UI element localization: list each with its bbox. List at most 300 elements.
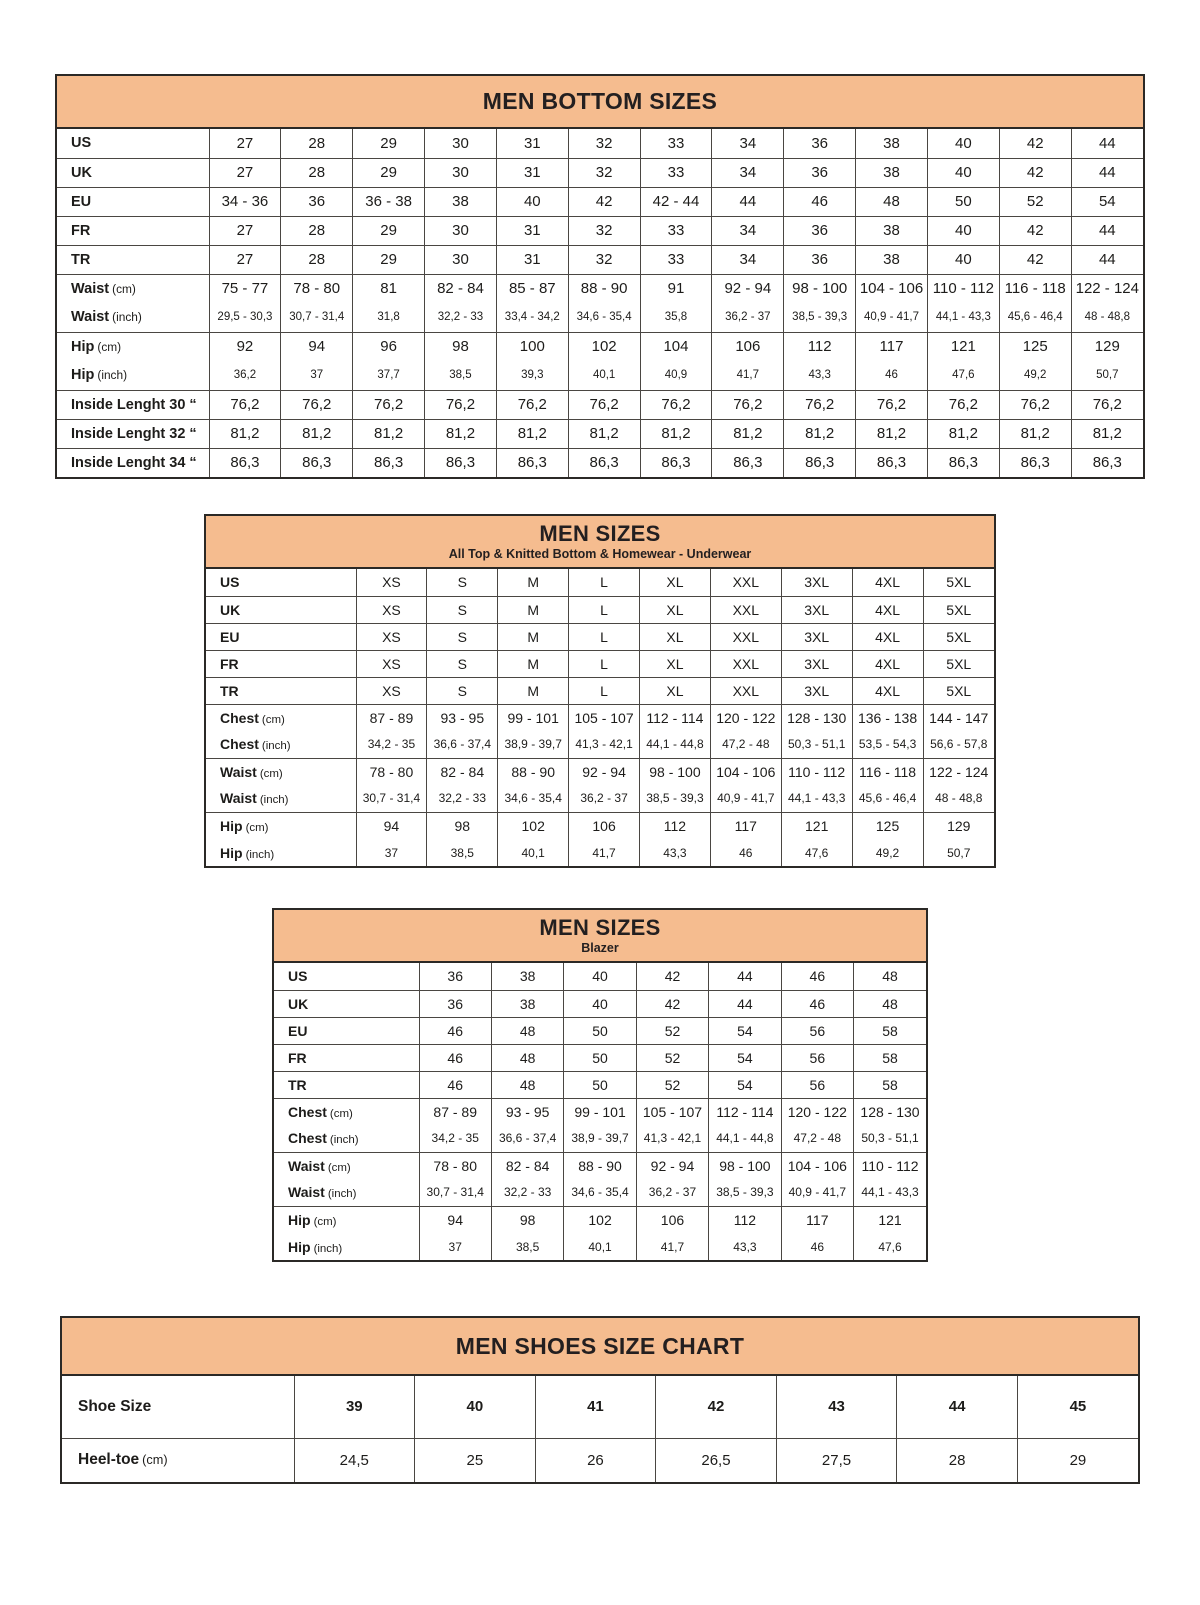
- size-cell: 31: [496, 245, 568, 274]
- size-cell: 27: [209, 129, 281, 158]
- table-row: [57, 187, 1143, 216]
- size-cell: 136 - 138: [852, 704, 923, 731]
- size-cell: 94: [419, 1206, 491, 1233]
- size-cell: 44: [709, 963, 781, 990]
- size-cell: 35,8: [640, 303, 712, 332]
- size-cell: 50: [564, 1071, 636, 1098]
- size-cell: 98: [491, 1206, 563, 1233]
- size-cell: 86,3: [712, 448, 784, 477]
- size-cell: 125: [852, 812, 923, 839]
- size-cell: 38: [856, 129, 928, 158]
- row-label: [62, 1438, 294, 1482]
- size-cell: 40,1: [498, 839, 569, 866]
- size-cell: 93 - 95: [427, 704, 498, 731]
- row-label-unit: (cm): [329, 1107, 353, 1120]
- size-cell: 34: [712, 245, 784, 274]
- size-cell: 42: [636, 990, 708, 1017]
- size-cell: 52: [636, 1044, 708, 1071]
- size-cell: 92: [209, 332, 281, 361]
- size-cell: 38,5: [491, 1233, 563, 1260]
- size-cell: 31: [496, 158, 568, 187]
- size-cell: 102: [498, 812, 569, 839]
- size-cell: 81,2: [281, 419, 353, 448]
- row-label-unit: (cm): [97, 339, 122, 354]
- size-cell: 76,2: [209, 390, 281, 419]
- size-cell: 3XL: [781, 569, 852, 596]
- row-label-text: Waist: [288, 1184, 325, 1201]
- size-cell: 129: [1071, 332, 1143, 361]
- row-label: [57, 187, 209, 216]
- size-cell: 86,3: [568, 448, 640, 477]
- size-cell: S: [427, 677, 498, 704]
- men-bottom-sizes-table: [55, 74, 1145, 479]
- size-cell: 40,9 - 41,7: [856, 303, 928, 332]
- size-cell: 28: [281, 216, 353, 245]
- size-cell: 36: [281, 187, 353, 216]
- row-label-text: Hip: [71, 367, 95, 384]
- size-cell: 4XL: [852, 677, 923, 704]
- table-row: [57, 158, 1143, 187]
- row-label: [274, 990, 419, 1017]
- row-label-unit: (inch): [245, 848, 275, 861]
- row-label: [274, 1179, 419, 1206]
- row-label-unit: (inch): [261, 740, 291, 753]
- size-cell: 112: [640, 812, 711, 839]
- row-label: [206, 704, 356, 731]
- size-cell: 96: [353, 332, 425, 361]
- size-cell: 81,2: [568, 419, 640, 448]
- size-cell: 40: [927, 129, 999, 158]
- size-cell: L: [569, 596, 640, 623]
- size-cell: 38: [491, 963, 563, 990]
- size-cell: 32,2 - 33: [427, 785, 498, 812]
- row-label-unit: (inch): [259, 794, 289, 807]
- size-cell: 37: [281, 361, 353, 390]
- table-title: MEN SIZES: [539, 915, 661, 941]
- size-cell: 94: [356, 812, 427, 839]
- row-label: [206, 785, 356, 812]
- size-cell: 47,2 - 48: [710, 731, 781, 758]
- table-row: [206, 650, 994, 677]
- size-cell: 46: [781, 963, 853, 990]
- size-cell: 26: [535, 1438, 656, 1482]
- row-label-text: US: [220, 574, 240, 591]
- row-label: [274, 1017, 419, 1044]
- size-cell: 33,4 - 34,2: [496, 303, 568, 332]
- size-cell: 98 - 100: [709, 1152, 781, 1179]
- size-cell: 44: [1071, 158, 1143, 187]
- size-cell: 86,3: [927, 448, 999, 477]
- size-cell: 106: [569, 812, 640, 839]
- table-row: [57, 361, 1143, 390]
- size-cell: 30,7 - 31,4: [419, 1179, 491, 1206]
- size-cell: 50,3 - 51,1: [854, 1125, 926, 1152]
- size-cell: 40: [496, 187, 568, 216]
- size-cell: 27,5: [776, 1438, 897, 1482]
- size-cell: 4XL: [852, 596, 923, 623]
- size-cell: 34,6 - 35,4: [564, 1179, 636, 1206]
- row-label-text: UK: [288, 995, 309, 1012]
- size-cell: 29: [353, 245, 425, 274]
- size-cell: 44: [1071, 245, 1143, 274]
- size-cell: 86,3: [640, 448, 712, 477]
- size-cell: M: [498, 677, 569, 704]
- size-cell: 81,2: [712, 419, 784, 448]
- size-cell: 44,1 - 44,8: [709, 1125, 781, 1152]
- size-cell: 36,6 - 37,4: [491, 1125, 563, 1152]
- size-cell: 121: [781, 812, 852, 839]
- row-label: [274, 1206, 419, 1233]
- size-cell: 76,2: [353, 390, 425, 419]
- size-cell: 128 - 130: [781, 704, 852, 731]
- row-label-unit: (inch): [97, 368, 128, 383]
- size-cell: XL: [640, 596, 711, 623]
- size-cell: 75 - 77: [209, 274, 281, 303]
- size-cell: L: [569, 677, 640, 704]
- size-cell: 81,2: [425, 419, 497, 448]
- size-cell: 87 - 89: [419, 1098, 491, 1125]
- table-row: [206, 785, 994, 812]
- size-cell: 86,3: [209, 448, 281, 477]
- row-label-text: FR: [288, 1049, 307, 1066]
- size-cell: 5XL: [923, 596, 994, 623]
- size-cell: 34,2 - 35: [419, 1125, 491, 1152]
- size-cell: 42: [656, 1376, 777, 1438]
- size-cell: 41,7: [636, 1233, 708, 1260]
- row-label: [57, 448, 209, 477]
- size-cell: 30: [425, 216, 497, 245]
- size-cell: 45,6 - 46,4: [852, 785, 923, 812]
- row-label: [57, 216, 209, 245]
- size-cell: 40: [564, 963, 636, 990]
- size-cell: L: [569, 650, 640, 677]
- size-cell: 117: [781, 1206, 853, 1233]
- size-cell: 104 - 106: [710, 758, 781, 785]
- size-cell: S: [427, 569, 498, 596]
- row-label: [206, 677, 356, 704]
- size-cell: 31: [496, 129, 568, 158]
- size-cell: 34,6 - 35,4: [568, 303, 640, 332]
- size-cell: 42 - 44: [640, 187, 712, 216]
- size-cell: 116 - 118: [852, 758, 923, 785]
- size-cell: 46: [781, 1233, 853, 1260]
- size-cell: M: [498, 623, 569, 650]
- row-label: [274, 1125, 419, 1152]
- size-cell: 48 - 48,8: [1071, 303, 1143, 332]
- table-row: [274, 1017, 926, 1044]
- size-cell: 45: [1017, 1376, 1138, 1438]
- size-cell: XS: [356, 623, 427, 650]
- table-row: [206, 623, 994, 650]
- size-cell: 86,3: [496, 448, 568, 477]
- size-cell: 43,3: [784, 361, 856, 390]
- row-label: [274, 1071, 419, 1098]
- row-label: [274, 1098, 419, 1125]
- row-label-unit: (inch): [112, 310, 142, 325]
- size-cell: 30: [425, 158, 497, 187]
- size-cell: 47,6: [781, 839, 852, 866]
- size-cell: 110 - 112: [927, 274, 999, 303]
- size-cell: S: [427, 623, 498, 650]
- row-label-text: Hip: [288, 1238, 311, 1255]
- row-label-text: UK: [71, 164, 92, 181]
- size-cell: 78 - 80: [281, 274, 353, 303]
- size-cell: 38,9 - 39,7: [498, 731, 569, 758]
- table-row: [62, 1438, 1138, 1482]
- size-cell: 42: [999, 245, 1071, 274]
- size-cell: 33: [640, 158, 712, 187]
- size-cell: 50,7: [923, 839, 994, 866]
- size-cell: 76,2: [784, 390, 856, 419]
- size-cell: 41,3 - 42,1: [636, 1125, 708, 1152]
- table-row: [206, 812, 994, 839]
- size-cell: 36: [784, 158, 856, 187]
- size-cell: 50: [564, 1017, 636, 1044]
- size-cell: L: [569, 569, 640, 596]
- size-cell: 88 - 90: [568, 274, 640, 303]
- row-label: [274, 963, 419, 990]
- table-row: [274, 1179, 926, 1206]
- size-cell: 40: [927, 216, 999, 245]
- size-cell: 78 - 80: [419, 1152, 491, 1179]
- row-label-text: Chest: [288, 1130, 327, 1147]
- size-cell: 38,5 - 39,3: [784, 303, 856, 332]
- size-cell: XS: [356, 677, 427, 704]
- size-cell: S: [427, 650, 498, 677]
- row-label-text: Shoe Size: [78, 1397, 152, 1415]
- table-row: [206, 758, 994, 785]
- row-label: [206, 650, 356, 677]
- row-label: [57, 274, 209, 303]
- size-cell: 29: [353, 216, 425, 245]
- size-cell: 38: [491, 990, 563, 1017]
- size-cell: 98 - 100: [784, 274, 856, 303]
- size-cell: XL: [640, 623, 711, 650]
- men-blazer-sizes-table: [272, 908, 928, 1262]
- size-cell: M: [498, 650, 569, 677]
- size-cell: 40: [415, 1376, 536, 1438]
- size-cell: 54: [709, 1071, 781, 1098]
- size-cell: 56,6 - 57,8: [923, 731, 994, 758]
- size-cell: 4XL: [852, 569, 923, 596]
- size-cell: 41,3 - 42,1: [569, 731, 640, 758]
- size-cell: 81,2: [927, 419, 999, 448]
- size-cell: 48: [491, 1017, 563, 1044]
- size-cell: 128 - 130: [854, 1098, 926, 1125]
- row-label-text: Chest: [220, 736, 259, 753]
- size-cell: 38,5 - 39,3: [709, 1179, 781, 1206]
- table-row: [274, 1098, 926, 1125]
- size-cell: 85 - 87: [496, 274, 568, 303]
- size-cell: 43,3: [640, 839, 711, 866]
- size-cell: 27: [209, 158, 281, 187]
- size-cell: 42: [999, 216, 1071, 245]
- size-cell: 44: [712, 187, 784, 216]
- size-cell: 34,6 - 35,4: [498, 785, 569, 812]
- size-cell: 112: [784, 332, 856, 361]
- row-label-text: EU: [71, 193, 92, 210]
- size-cell: 117: [710, 812, 781, 839]
- size-cell: 48: [491, 1044, 563, 1071]
- size-cell: 121: [927, 332, 999, 361]
- table-title-band: [57, 76, 1143, 129]
- size-cell: 106: [636, 1206, 708, 1233]
- size-cell: 102: [568, 332, 640, 361]
- size-cell: 29: [353, 129, 425, 158]
- table-row: [57, 448, 1143, 477]
- size-cell: 48: [491, 1071, 563, 1098]
- size-cell: 40,9: [640, 361, 712, 390]
- size-cell: 88 - 90: [564, 1152, 636, 1179]
- size-cell: 30,7 - 31,4: [356, 785, 427, 812]
- size-cell: L: [569, 623, 640, 650]
- table-row: [274, 1152, 926, 1179]
- size-cell: 47,6: [927, 361, 999, 390]
- size-cell: 38,5: [427, 839, 498, 866]
- size-cell: 37: [419, 1233, 491, 1260]
- size-cell: 76,2: [1071, 390, 1143, 419]
- size-cell: 44: [897, 1376, 1018, 1438]
- row-label-text: Hip: [220, 844, 243, 861]
- size-cell: 106: [712, 332, 784, 361]
- table-title: MEN SIZES: [539, 521, 661, 547]
- size-cell: 24,5: [294, 1438, 415, 1482]
- table-title-band: [206, 516, 994, 569]
- size-cell: 46: [856, 361, 928, 390]
- size-cell: 144 - 147: [923, 704, 994, 731]
- size-cell: 30: [425, 245, 497, 274]
- size-cell: 82 - 84: [425, 274, 497, 303]
- row-label: [57, 332, 209, 361]
- row-label: [206, 839, 356, 866]
- size-cell: 104 - 106: [856, 274, 928, 303]
- size-cell: 81,2: [1071, 419, 1143, 448]
- size-cell: 81,2: [496, 419, 568, 448]
- size-cell: M: [498, 569, 569, 596]
- size-cell: 5XL: [923, 677, 994, 704]
- table-row: [206, 731, 994, 758]
- size-cell: 41,7: [569, 839, 640, 866]
- size-cell: 31,8: [353, 303, 425, 332]
- table-row: [206, 839, 994, 866]
- size-cell: XXL: [710, 596, 781, 623]
- men-top-sizes-table: [204, 514, 996, 868]
- size-cell: 45,6 - 46,4: [999, 303, 1071, 332]
- size-cell: 54: [1071, 187, 1143, 216]
- size-cell: 120 - 122: [781, 1098, 853, 1125]
- size-cell: 5XL: [923, 623, 994, 650]
- size-cell: XS: [356, 596, 427, 623]
- size-cell: 3XL: [781, 596, 852, 623]
- size-grid: [274, 963, 926, 1260]
- table-row: [57, 274, 1143, 303]
- size-cell: 44,1 - 43,3: [927, 303, 999, 332]
- size-cell: 33: [640, 129, 712, 158]
- row-label-text: Waist: [71, 280, 110, 297]
- size-cell: 125: [999, 332, 1071, 361]
- row-label-text: Waist: [71, 309, 110, 326]
- size-cell: 43: [776, 1376, 897, 1438]
- size-cell: 34: [712, 158, 784, 187]
- size-cell: 37,7: [353, 361, 425, 390]
- size-cell: 42: [568, 187, 640, 216]
- size-cell: 86,3: [784, 448, 856, 477]
- size-cell: XL: [640, 650, 711, 677]
- row-label: [274, 1152, 419, 1179]
- size-cell: 81,2: [784, 419, 856, 448]
- row-label-text: TR: [71, 251, 91, 268]
- size-cell: 5XL: [923, 650, 994, 677]
- size-cell: 46: [419, 1044, 491, 1071]
- row-label: [57, 129, 209, 158]
- size-cell: 40,9 - 41,7: [710, 785, 781, 812]
- size-cell: 42: [999, 158, 1071, 187]
- size-cell: 52: [636, 1017, 708, 1044]
- table-row: [274, 1233, 926, 1260]
- size-cell: 112 - 114: [640, 704, 711, 731]
- size-cell: 100: [496, 332, 568, 361]
- row-label-unit: (inch): [313, 1242, 343, 1255]
- size-cell: 32: [568, 216, 640, 245]
- size-cell: 81,2: [353, 419, 425, 448]
- size-cell: 52: [636, 1071, 708, 1098]
- row-label-text: UK: [220, 601, 241, 618]
- table-row: [57, 303, 1143, 332]
- size-cell: 34,2 - 35: [356, 731, 427, 758]
- row-label-unit: (cm): [142, 1452, 168, 1468]
- row-label-unit: (cm): [245, 821, 269, 834]
- size-cell: 43,3: [709, 1233, 781, 1260]
- row-label: [57, 303, 209, 332]
- row-label: [206, 812, 356, 839]
- size-cell: 129: [923, 812, 994, 839]
- size-cell: 104 - 106: [781, 1152, 853, 1179]
- size-cell: 36,2 - 37: [636, 1179, 708, 1206]
- size-cell: 40: [564, 990, 636, 1017]
- size-cell: 33: [640, 245, 712, 274]
- table-row: [274, 1125, 926, 1152]
- size-cell: 40: [927, 158, 999, 187]
- size-cell: 52: [999, 187, 1071, 216]
- size-cell: 122 - 124: [1071, 274, 1143, 303]
- table-title: MEN SHOES SIZE CHART: [455, 1332, 745, 1359]
- row-label-text: Waist: [220, 763, 257, 780]
- size-cell: 76,2: [999, 390, 1071, 419]
- size-cell: 48: [854, 963, 926, 990]
- table-subtitle: Blazer: [581, 940, 619, 955]
- size-cell: 102: [564, 1206, 636, 1233]
- size-cell: 98: [427, 812, 498, 839]
- size-cell: 36 - 38: [353, 187, 425, 216]
- row-label-unit: (cm): [261, 713, 285, 726]
- row-label: [57, 390, 209, 419]
- size-cell: XS: [356, 569, 427, 596]
- row-label: [57, 158, 209, 187]
- size-cell: 92 - 94: [712, 274, 784, 303]
- size-cell: 81: [353, 274, 425, 303]
- size-cell: 28: [281, 129, 353, 158]
- table-row: [206, 596, 994, 623]
- row-label-text: Inside Lenght 32 “: [71, 425, 197, 442]
- size-cell: 76,2: [640, 390, 712, 419]
- table-row: [62, 1376, 1138, 1438]
- size-cell: 29: [353, 158, 425, 187]
- size-cell: 36,2: [209, 361, 281, 390]
- size-cell: 36: [784, 129, 856, 158]
- size-cell: 28: [897, 1438, 1018, 1482]
- table-title-band: [62, 1318, 1138, 1376]
- size-cell: 46: [419, 1071, 491, 1098]
